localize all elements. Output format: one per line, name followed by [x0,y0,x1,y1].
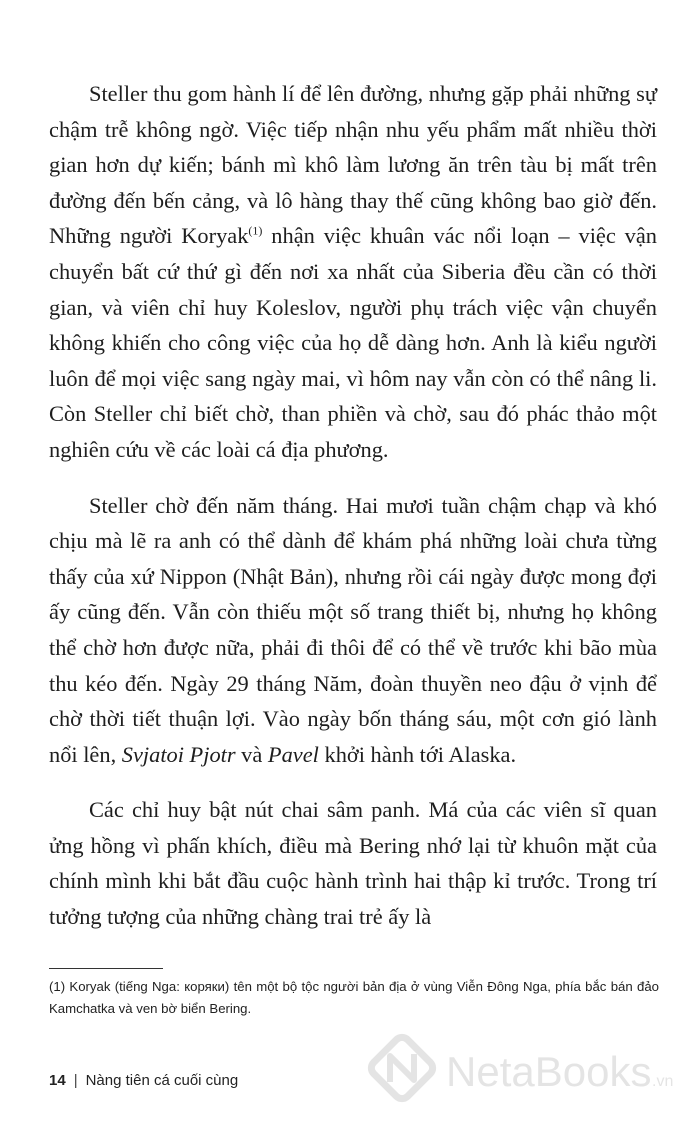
watermark [360,1024,700,1114]
paragraph-2-end: khởi hành tới Alaska. [318,741,517,767]
paragraph-2-text: Steller chờ đến năm tháng. Hai mươi tuần chậm chạp và khó chịu mà lẽ ra anh có thể dành để khám phá những loài chưa từng thấy của xứ Nippon (Nhật Bản), nhưng rồi cái ngày được mong đợi ấy cũng đến. Vẫn còn thiếu một số trang thiết bị, nhưng họ không thể chờ hơn được nữa, phải đi thôi để có thể về trước khi bão mùa thu kéo đến. Ngày 29 tháng Năm, đoàn thuyền neo đậu ở vịnh để chờ thời tiết thuận lợi. Vào ngày bốn tháng sáu, một cơn gió lành nổi lên, [49,492,657,767]
watermark-text: NetaBooks [446,1048,652,1095]
page-number: 14 [49,1072,66,1089]
running-footer [49,1071,238,1091]
footnote-divider [49,968,163,969]
paragraph-3-text: Các chỉ huy bật nút chai sâm panh. Má của các viên sĩ quan ửng hồng vì phấn khích, điều mà Bering nhớ lại từ khuôn mặt của chính mình khi bắt đầu cuộc hành trình hai thập kỉ trước. Trong trí tưởng tượng của những chàng trai trẻ ấy là [49,797,657,930]
watermark-suffix: .vn [652,1073,674,1090]
body-text [49,76,657,935]
footnote-reference: (1) [248,223,263,238]
ship-name-pavel: Pavel [267,741,319,767]
netabooks-logo-icon [360,1024,700,1114]
footer-separator: | [73,1072,78,1089]
footnote: (1) Koryak (tiếng Nga: коряки) tên một bộ tộc người bản địa ở vùng Viễn Đông Nga, phía bắc bán đảo Kamchatka và ven bờ biển Bering. [49,979,659,1016]
paragraph-2 [49,488,657,773]
ship-name-svjatoi-pjotr: Svjatoi Pjotr [121,741,236,767]
paragraph-1-rest: nhận việc khuân vác nổi loạn – việc vận chuyển bất cứ thứ gì đến nơi xa nhất của Siberia đều cần có thời gian, và viên chỉ huy Koleslov, người phụ trách việc vận chuyển không khiến cho công việc của họ dễ dàng hơn. Anh là kiểu người luôn để mọi việc sang ngày mai, vì hôm nay vẫn còn có thể nâng li. Còn Steller chỉ biết chờ, than phiền và chờ, sau đó phác thảo một nghiên cứu về các loài cá địa phương. [49,223,658,462]
paragraph-2-and: và [235,741,268,767]
paragraph-3 [49,792,657,934]
book-title: Nàng tiên cá cuối cùng [85,1072,239,1089]
paragraph-1 [49,76,657,468]
paragraph-1-text: Steller thu gom hành lí để lên đường, nhưng gặp phải những sự chậm trễ không ngờ. Việc tiếp nhận nhu yếu phẩm mất nhiều thời gian hơn dự kiến; bánh mì khô làm lương ăn trên tàu bị mất trên đường đến bến cảng, và lô hàng thay thế cũng không bao giờ đến. Những người Koryak [49,81,657,249]
